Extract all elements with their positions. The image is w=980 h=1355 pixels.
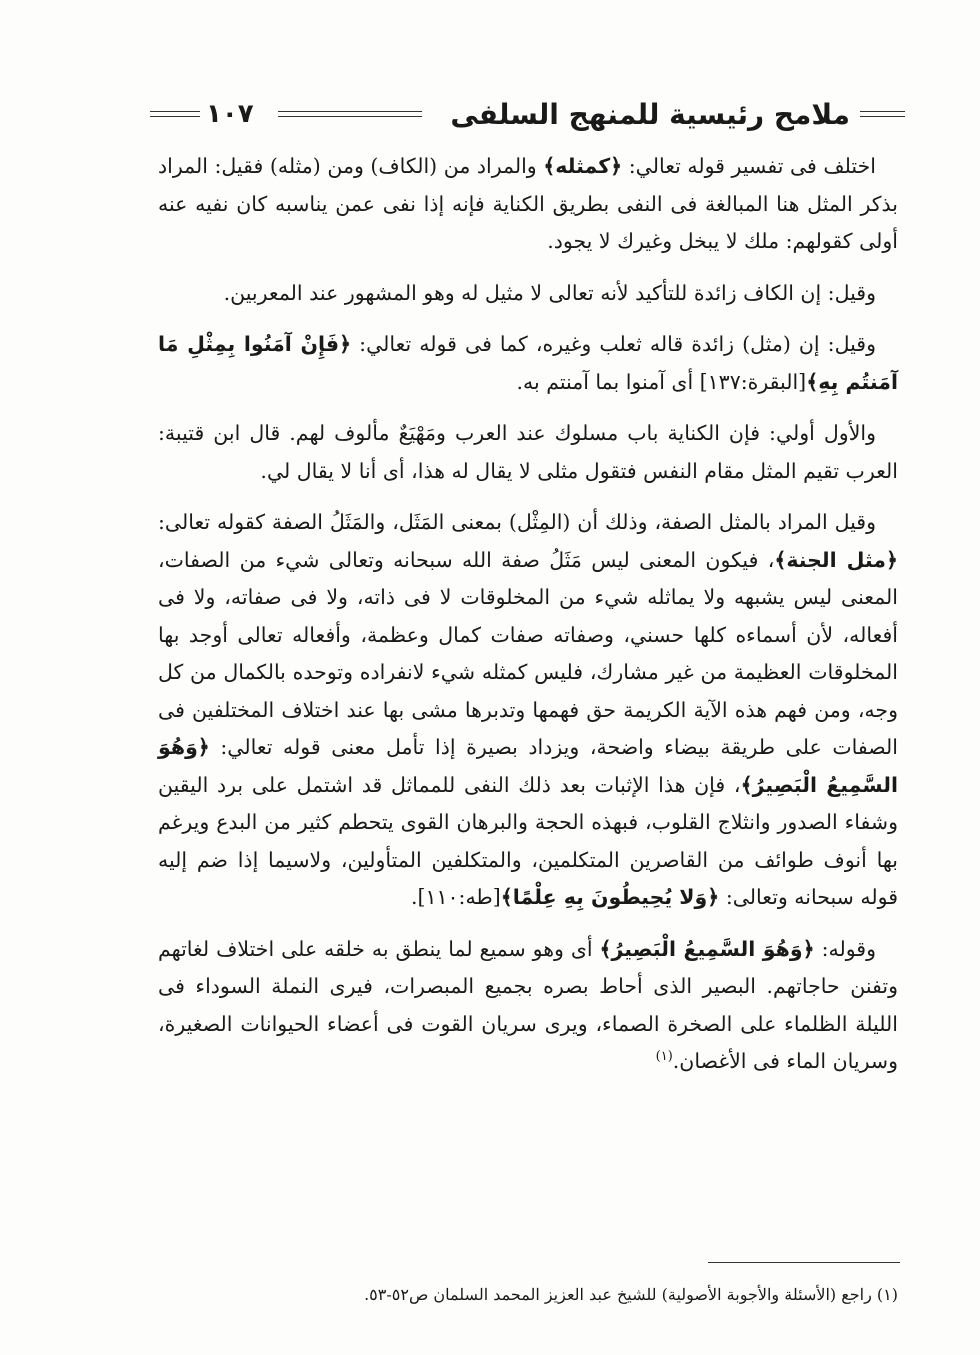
header-rule xyxy=(150,111,200,117)
paragraph-4 xyxy=(158,415,898,490)
page-number: ١٠٧ xyxy=(206,99,254,129)
quran-quote: ﴿وَهُوَ السَّمِيعُ الْبَصِيرُ﴾ xyxy=(599,936,815,961)
text-run: اختلف فى تفسير قوله تعالي: xyxy=(622,154,876,178)
text-run: وقوله: xyxy=(814,936,876,961)
paragraph-3 xyxy=(158,326,898,401)
quran-quote: ﴿كمثله﴾ xyxy=(543,154,623,178)
text-run: ، فيكون المعنى ليس مَثَلُ صفة الله سبحانه وتعالى شيء من الصفات، المعنى ليس يشبهه ولا يماثله شيء من المخلوقات لا فى ذاته، ولا فى صفاته، ولا فى أفعاله، لأن أسماءه كلها حسني، وصفاته صفات كمال وعظمة، وأفعاله تعالى أوجد بها المخلوقات العظيمة من غير مشارك، فليس كمثله شيء لانفراده وتوحده بالكمال من كل وجه، ومن فهم هذه الآية الكريمة حق فهمها وتدبرها مشى بها عند اختلاف المختلفين فى الصفات على طريقة بيضاء واضحة، ويزداد بصيرة إذا تأمل معنى قوله تعالي: xyxy=(158,547,898,759)
header-rule xyxy=(860,111,905,117)
text-run: ، فإن هذا الإثبات بعد ذلك النفى للمماثل قد اشتمل على برد اليقين وشفاء الصدور وانثلاج القلوب، فبهذه الحجة والبرهان القوى يتحطم كثير من البدع ويرغم بها أنوف طوائف من القاصرين المتكلمين، والمتكلفين المتأولين، ولاسيما إذا ضم إليه قوله سبحانه وتعالى: xyxy=(158,772,898,909)
text-run: والمراد من (الكاف) ومن (مثله) فقيل: المراد بذكر المثل هنا المبالغة فى النفى بطريق الكناية فإنه إذا نفى عمن يناسبه كان نفيه عنه أولى كقولهم: ملك لا يبخل وغيرك لا يجود. xyxy=(158,154,898,253)
text-run: أى وهو سميع لما ينطق به خلقه على اختلاف لغاتهم وتفنن حاجاتهم. البصير الذى أحاط بصره بجميع المبصرات، فيرى النملة السوداء فى الليلة الظلماء على الصخرة الصماء، ويرى سريان القوت فى أعضاء الحيوانات الصغيرة، وسريان الماء فى الأغصان. xyxy=(158,936,898,1073)
footnote-separator xyxy=(708,1262,900,1263)
running-title: ملامح رئيسية للمنهج السلفى xyxy=(450,97,850,131)
text-run: والأول أولي: فإن الكناية باب مسلوك عند العرب ومَهْيَعٌ مألوف لهم. قال ابن قتيبة: العرب تقيم المثل مقام النفس فتقول مثلى لا يقال له هذا، أى أنا لا يقال لي. xyxy=(158,421,898,483)
text-run: وقيل المراد بالمثل الصفة، وذلك أن (المِثْل) بمعنى المَثَل، والمَثَلُ الصفة كقوله تعالى: xyxy=(158,510,876,534)
text-run: [طه:١١٠]. xyxy=(410,885,501,909)
paragraph-5 xyxy=(158,504,898,917)
header-rule xyxy=(278,111,423,117)
text-run: وقيل: إن (مثل) زائدة قاله ثعلب وغيره، كما فى قوله تعالي: xyxy=(351,332,876,356)
text-run: وقيل: إن الكاف زائدة للتأكيد لأنه تعالى لا مثيل له وهو المشهور عند المعربين. xyxy=(223,280,876,305)
body-text xyxy=(158,148,898,1095)
quran-quote: ﴿وَلا يُحِيطُونَ بِهِ عِلْمًا﴾ xyxy=(500,885,720,909)
page-header xyxy=(150,92,905,136)
paragraph-2 xyxy=(158,275,898,313)
paragraph-1 xyxy=(158,148,898,261)
quran-quote: ﴿مثل الجنة﴾ xyxy=(774,547,898,572)
text-run: [البقرة:١٣٧] أى آمنوا بما آمنتم به. xyxy=(516,369,807,394)
footnote-reference: (١) xyxy=(655,1049,673,1065)
paragraph-6 xyxy=(158,931,898,1081)
quran-quote: ﴿وَهُوَ السَّمِيعُ الْبَصِيرُ﴾ xyxy=(158,735,899,797)
quran-quote: ﴿فَإِنْ آمَنُوا بِمِثْلِ مَا آمَنتُم بِهِ﴾ xyxy=(158,332,898,394)
footnote: (١) راجع (الأسئلة والأجوبة الأصولية) للشيخ عبد العزيز المحمد السلمان ص٥٢-٥٣. xyxy=(364,1285,898,1304)
